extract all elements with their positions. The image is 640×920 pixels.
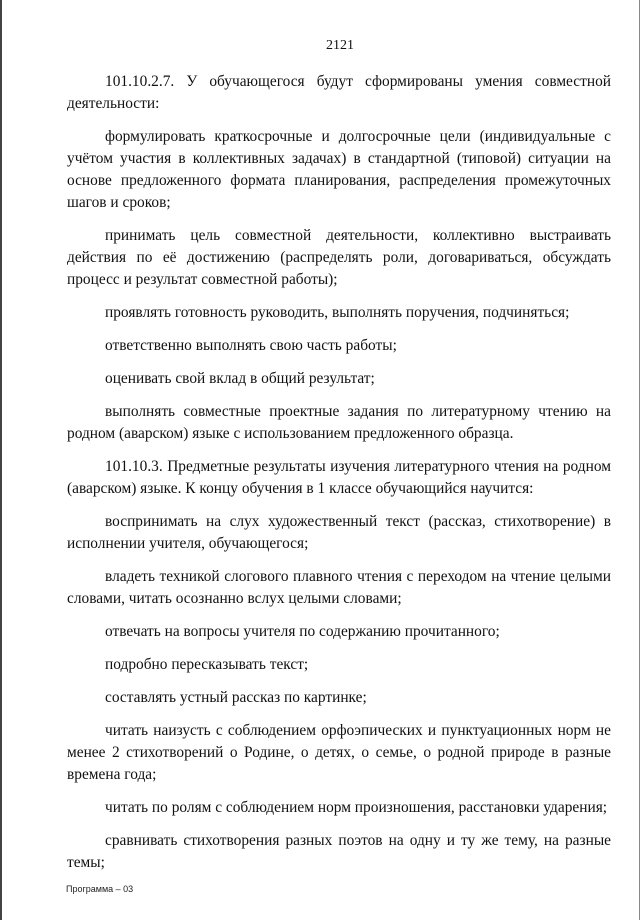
paragraph-perceive-text: воспринимать на слух художественный текст (рассказ, стихотворение) в исполнении учителя, обучающегося; xyxy=(67,513,611,552)
paragraph-accept-goal: принимать цель совместной деятельности, коллективно выстраивать действия по её достижению (распределять роли, договариваться, обсуждать процесс и результат совместной работы); xyxy=(67,227,611,288)
paragraph-answer-questions: отвечать на вопросы учителя по содержанию прочитанного; xyxy=(105,623,500,640)
scan-left-edge xyxy=(0,0,2,920)
paragraph-project-tasks: выполнять совместные проектные задания по литературному чтению на родном (аварском) языке с использованием предложенного образца. xyxy=(67,403,611,442)
paragraph-formulate-goals: формулировать краткосрочные и долгосрочные цели (индивидуальные с учётом участия в коллективных задачах) в стандартной (типовой) ситуации на основе предложенного формата планирования, распределения промежуточных шагов и сроков; xyxy=(67,128,611,211)
footer-label: Программа – 03 xyxy=(66,884,134,894)
paragraph-picture-story: составлять устный рассказ по картинке; xyxy=(105,689,367,706)
paragraph-reading-technique: владеть техникой слогового плавного чтения с переходом на чтение целыми словами, читать осознанно вслух целыми словами; xyxy=(67,568,611,607)
paragraph-responsibility: ответственно выполнять свою часть работы; xyxy=(105,337,397,354)
document-body xyxy=(67,71,611,885)
page-number: 2121 xyxy=(326,38,354,53)
paragraph-retell: подробно пересказывать текст; xyxy=(105,656,309,673)
paragraph-joint-activity-intro: 101.10.2.7. У обучающегося будут сформированы умения совместной деятельности: xyxy=(67,73,611,112)
paragraph-read-by-roles: читать по ролям с соблюдением норм произношения, расстановки ударения; xyxy=(105,799,608,816)
paragraph-compare-poems: сравнивать стихотворения разных поэтов на одну и ту же тему, на разные темы; xyxy=(67,832,611,871)
paragraph-readiness-to-lead: проявлять готовность руководить, выполнять поручения, подчиняться; xyxy=(105,304,570,321)
paragraph-evaluate-contribution: оценивать свой вклад в общий результат; xyxy=(105,370,375,387)
paragraph-subject-results: 101.10.3. Предметные результаты изучения литературного чтения на родном (аварском) языке. К концу обучения в 1 классе обучающийся научится: xyxy=(67,458,611,497)
paragraph-recite-poems: читать наизусть с соблюдением орфоэпических и пунктуационных норм не менее 2 стихотворений о Родине, о детях, о семье, о родной природе в разные времена года; xyxy=(67,722,611,783)
